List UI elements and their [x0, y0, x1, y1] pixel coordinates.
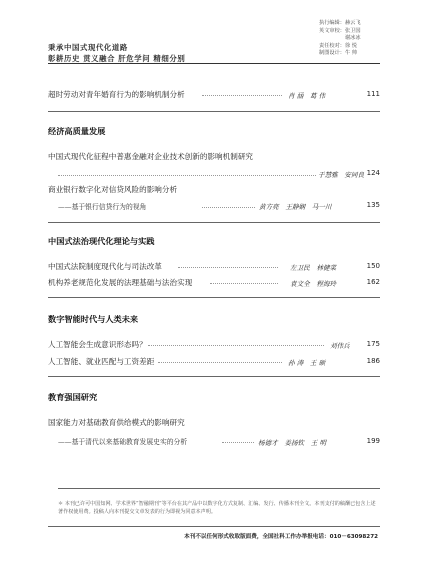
page-number: 199 — [366, 437, 380, 445]
page-number: 135 — [366, 201, 380, 209]
article-title[interactable]: 人工智能会生成意识形态吗？ — [48, 340, 147, 349]
masthead-slogan-line2: 彰耕历史 贯义融合 肝危学问 精细分别 — [48, 54, 186, 63]
article-authors: 袁文全 程海玲 — [290, 280, 337, 288]
leader-dots — [210, 283, 278, 284]
page-number: 111 — [366, 90, 380, 98]
article-subtitle: ——基于银行信贷行为的视角 — [58, 203, 147, 211]
article-authors: 左卫民 林健菜 — [290, 264, 337, 272]
leader-dots — [222, 442, 254, 443]
leader-dots — [178, 267, 278, 268]
page-number: 186 — [366, 357, 380, 365]
article-subtitle: ——基于清代以来基础教育发展史实的分析 — [58, 438, 188, 446]
masthead-rule — [48, 63, 380, 64]
page-number: 150 — [366, 262, 380, 270]
article-authors: 于慧雅 安同良 — [318, 171, 365, 179]
divider — [48, 376, 380, 377]
article-authors: 肖 涵 葛 伟 — [288, 92, 326, 100]
leader-dots — [202, 207, 255, 208]
credit-line: 制图设计：牛 帅 — [319, 50, 357, 57]
copyright-footnote: ＊ 本刊已许可中国知网、学术世界”智融期刊”等平台在其产品中以数字化方式复制、汇编、发行、传播本刊全文。本刊支付的稿酬已包含上述著作权使用费。投稿人向本刊提交文章发表的行为即视为同意本声明。 — [58, 501, 376, 515]
divider — [48, 111, 380, 112]
article-authors: 黄方亮 王静娴 马一川 — [259, 203, 332, 211]
leader-dots — [158, 362, 282, 363]
page-number: 124 — [366, 169, 380, 177]
article-authors: 刘伟兵 — [330, 342, 350, 350]
article-title[interactable]: 超时劳动对青年婚育行为的影响机制分析 — [48, 90, 185, 99]
editorial-credits — [319, 20, 361, 58]
article-title[interactable]: 机构养老规范化发展的法理基础与法治实现 — [48, 278, 193, 287]
footer-rule — [48, 526, 380, 527]
section-heading: 中国式法治现代化理论与实践 — [48, 236, 155, 246]
article-title[interactable]: 中国式现代化征程中普惠金融对企业技术创新的影响机制研究 — [48, 152, 254, 161]
article-authors: 孙 涛 王 硕 — [288, 359, 326, 367]
leader-dots — [202, 95, 282, 96]
article-title[interactable]: 中国式法院制度现代化与司法改革 — [48, 262, 162, 271]
footer-notice: 本刊不以任何形式收取版面费，全国社科工作办举报电话：010－63098272 — [184, 534, 378, 540]
page-number: 162 — [366, 278, 380, 286]
article-title[interactable]: 国家能力对基础教育供给模式的影响研究 — [48, 418, 185, 427]
credit-line: 英文审校：张卫国 — [319, 27, 361, 34]
divider — [48, 222, 380, 223]
masthead-slogan-line1: 秉承中国式现代化道路 — [48, 43, 128, 52]
credit-line: 执行编辑：赫云飞 — [319, 20, 361, 26]
page-number: 175 — [366, 340, 380, 348]
section-heading: 经济高质量发展 — [48, 126, 106, 136]
leader-dots — [148, 345, 324, 346]
leader-dots — [58, 175, 316, 176]
article-title[interactable]: 人工智能、就业匹配与工资差距 — [48, 357, 155, 366]
credit-line: 责任校对：徐 悦 — [319, 42, 357, 49]
footnote-rule — [58, 488, 380, 489]
credit-line: 谢冰冰 — [319, 35, 361, 42]
section-heading: 数字智能时代与人类未来 — [48, 314, 139, 324]
article-authors: 杨德才 姜扬钦 王 明 — [258, 439, 327, 447]
article-title[interactable]: 商业银行数字化对信贷风险的影响分析 — [48, 185, 178, 194]
section-heading: 教育强国研究 — [48, 392, 98, 402]
divider — [48, 297, 380, 298]
